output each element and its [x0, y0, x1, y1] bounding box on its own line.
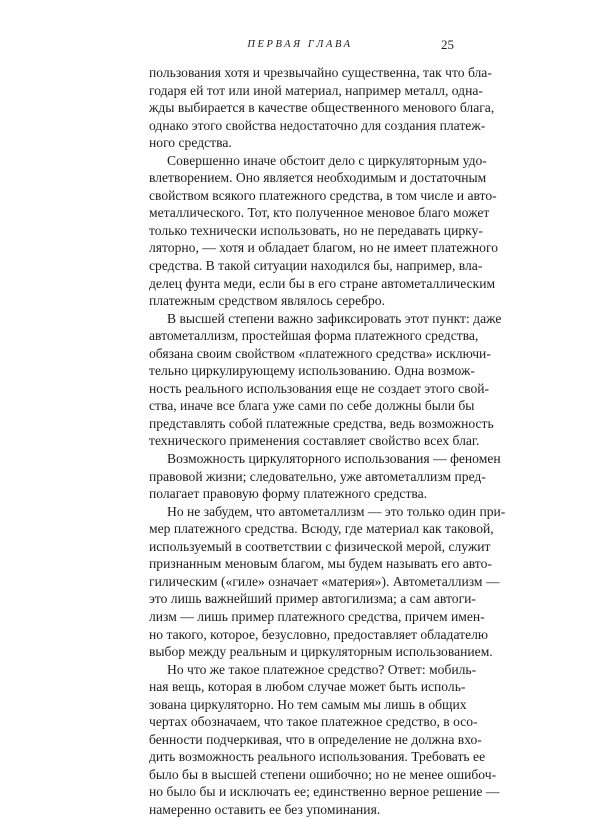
- text-line: В высшей степени важно зафиксировать этот пункт: даже: [167, 310, 502, 326]
- text-line: металлического. Тот, кто полученное меновое благо может: [149, 205, 490, 221]
- text-line: Возможность циркуляторного использования — феномен: [167, 451, 501, 467]
- text-line: используемый в соответствии с физической мерой, служит: [149, 538, 491, 554]
- text-line: было бы в высшей степени ошибочно; но не менее ошибоч-: [149, 766, 497, 782]
- text-line: жды выбирается в качестве общественного менового блага,: [149, 100, 495, 116]
- text-line: обязана своим свойством «платежного средства» исключи-: [149, 345, 491, 361]
- text-line: технического применения составляет свойство всех благ.: [149, 433, 480, 449]
- text-line: ляторно, — хотя и обладает благом, но не имеет платежного: [149, 240, 498, 256]
- text-line: Но что же такое платежное средство? Ответ: мобиль-: [167, 661, 477, 677]
- text-line: ность реального использования еще не создает этого свой-: [149, 380, 490, 396]
- page-number: 25: [441, 37, 454, 52]
- text-line: пользования хотя и чрезвычайно существенна, так что бла-: [149, 65, 492, 80]
- text-line: правовой жизни; следовательно, уже автометаллизм пред-: [149, 468, 486, 484]
- text-line: выбор между реальным и циркуляторным использованием.: [149, 644, 493, 660]
- text-line: полагает правовую форму платежного средства.: [149, 486, 428, 502]
- text-line: но такого, которое, безусловно, предоставляет обладателю: [149, 626, 489, 642]
- text-line: годаря ей тот или иной материал, например металл, одна-: [149, 82, 483, 98]
- text-line: Но не забудем, что автометаллизм — это только один при-: [167, 503, 506, 519]
- text-line: автометаллизм, простейшая форма платежного средства,: [149, 328, 479, 344]
- text-line: ного средства.: [149, 135, 232, 151]
- chapter-title: ПЕРВАЯ ГЛАВА: [247, 39, 353, 50]
- text-line: это лишь важнейший пример автогилизма; а сам автоги-: [149, 591, 476, 607]
- text-line: однако этого свойства недостаточно для создания платеж-: [149, 117, 486, 133]
- text-line: бенности подчеркивая, что в определение не должна вхо-: [149, 731, 482, 747]
- text-line: платежным средством являлось серебро.: [149, 293, 386, 309]
- text-line: представлять собой платежные средства, ведь возможность: [149, 415, 494, 431]
- text-line: зована циркуляторно. Но тем самым мы лишь в общих: [149, 696, 467, 712]
- text-line: Совершенно иначе обстоит дело с циркуляторным удо-: [167, 152, 487, 168]
- text-line: гилическим («гиле» означает «материя»). Автометаллизм —: [149, 573, 500, 589]
- text-line: влетворением. Оно является необходимым и достаточным: [149, 170, 487, 186]
- text-line: делец фунта меди, если бы в его стране автометаллическим: [149, 275, 496, 291]
- text-line: но было бы и исключать ее; единственно верное решение —: [149, 784, 500, 800]
- text-line: ства, иначе все блага уже сами по себе должны были бы: [149, 398, 475, 414]
- text-line: признанным меновым благом, мы будем называть его авто-: [149, 556, 492, 572]
- text-line: только технически использовать, но не передавать цирку-: [149, 222, 483, 238]
- text-line: лизм — лишь пример платежного средства, причем имен-: [149, 608, 485, 624]
- text-line: свойством всякого платежного средства, в том числе и авто-: [149, 187, 497, 203]
- text-line: дить возможность реального использования. Требовать ее: [149, 749, 486, 765]
- running-head: [0, 37, 600, 53]
- text-line: тельно циркулирующему использованию. Одна возмож-: [149, 363, 475, 379]
- body-text: [149, 64, 506, 819]
- text-line: средства. В такой ситуации находился бы, например, вла-: [149, 258, 483, 274]
- text-line: мер платежного средства. Всюду, где материал как таковой,: [149, 521, 494, 537]
- text-line: ная вещь, которая в любом случае может быть исполь-: [149, 679, 466, 695]
- text-line: чертах обозначаем, что такое платежное средство, в осо-: [149, 714, 478, 730]
- text-line: намеренно оставить ее без упоминания.: [149, 801, 381, 817]
